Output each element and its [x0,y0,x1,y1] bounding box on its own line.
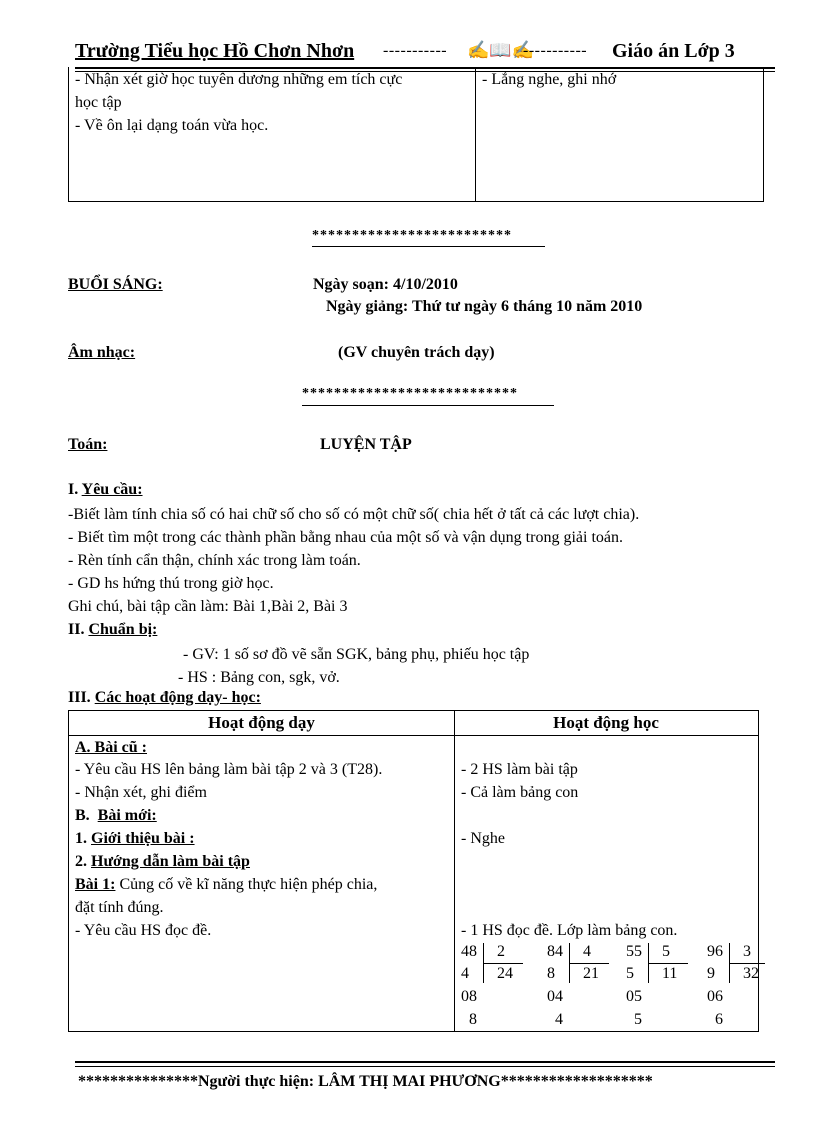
column-divider [454,711,455,1031]
subtrahend: 9 [707,965,715,982]
separator-rule [312,246,545,247]
dividend: 55 [626,943,642,960]
footer-rule-thin [75,1066,775,1067]
dividend: 84 [547,943,563,960]
table-line: - Cả làm bảng con [461,784,579,801]
remainder-final: 4 [555,1011,563,1028]
teacher-column [69,67,476,201]
list-item: -Biết làm tính chia số có hai chữ số cho số có một chữ số( chia hết ở tất cả các lượt chia). [68,506,640,523]
table-line: - Nhận xét, ghi điểm [75,784,207,801]
separator-rule [302,405,554,406]
school-name: Trường Tiểu học Hồ Chơn Nhơn [75,40,355,62]
page-header [75,40,755,68]
division-rule [483,963,523,964]
student-column [476,67,763,201]
table-line: - Về ôn lại dạng toán vừa học. [75,117,269,134]
section-1-heading: I. Yêu cầu: [68,481,143,498]
math-label: Toán: [68,436,108,453]
session-label: BUỔI SÁNG: [68,276,163,293]
book-pen-icon: ✍📖✍ [467,40,535,60]
division-rule [569,963,609,964]
previous-lesson-table [68,67,764,202]
remainder-final: 8 [469,1011,477,1028]
divisor: 3 [743,943,751,960]
division-rule [648,963,688,964]
table-line: - Yêu cầu HS đọc đề. [75,922,212,939]
quotient: 24 [497,965,513,982]
activities-table [68,710,759,1032]
footer-rule [75,1061,775,1063]
quotient: 32 [743,965,759,982]
date-prepared: Ngày soạn: 4/10/2010 [313,276,458,293]
remainder-final: 6 [715,1011,723,1028]
list-item: - Rèn tính cẩn thận, chính xác trong làm toán. [68,552,361,569]
header-learning: Hoạt động học [454,711,758,736]
header-dashes-left: ----------- [383,42,448,59]
divisor: 4 [583,943,591,960]
divisor: 5 [662,943,670,960]
remainder-step: 06 [707,988,723,1005]
remainder-step: 05 [626,988,642,1005]
table-line: - Lắng nghe, ghi nhớ [482,71,617,88]
dividend: 96 [707,943,723,960]
quotient: 11 [662,965,678,982]
header-teaching: Hoạt động dạy [69,711,454,736]
list-item: - Biết tìm một trong các thành phần bằng nhau của một số và vận dụng trong giải toán. [68,529,623,546]
division-rule [729,963,765,964]
preparation-gv: - GV: 1 số sơ đồ vẽ sẵn SGK, bảng phụ, phiếu học tập [183,646,530,663]
lesson-title: LUYỆN TẬP [320,436,412,453]
remainder-step: 04 [547,988,563,1005]
subtrahend: 8 [547,965,555,982]
table-line: đặt tính đúng. [75,899,164,916]
quotient: 21 [583,965,599,982]
table-line: - 1 HS đọc đề. Lớp làm bảng con. [461,922,678,939]
requirements-list [68,503,639,618]
list-item: - GD hs hứng thú trong giờ học. [68,575,274,592]
footer-author: ***************Người thực hiện: LÂM THỊ MAI PHƯƠNG******************* [78,1073,653,1090]
star-separator: ************************* [312,228,512,243]
exercise-1-line: Bài 1: Củng cố về kĩ năng thực hiện phép chia, [75,876,378,893]
music-note: (GV chuyên trách dạy) [338,344,495,361]
remainder-step: 08 [461,988,477,1005]
remainder-final: 5 [634,1011,642,1028]
table-line: - Yêu cầu HS lên bảng làm bài tập 2 và 3 (T28). [75,761,383,778]
section-3-heading: III. Các hoạt động dạy- học: [68,689,261,706]
subtrahend: 4 [461,965,469,982]
subtrahend: 5 [626,965,634,982]
item-2-title: 2. Hướng dẫn làm bài tập [75,853,250,870]
divisor: 2 [497,943,505,960]
section-b-title: B. Bài mới: [75,807,157,824]
table-line: - Nhận xét giờ học tuyên dương những em tích cực [75,71,403,88]
table-line: học tập [75,94,122,111]
list-item: Ghi chú, bài tập cần làm: Bài 1,Bài 2, Bài 3 [68,598,348,615]
item-1-title: 1. Giới thiệu bài : [75,830,195,847]
section-a-title: A. Bài cũ : [75,739,147,756]
section-2-heading: II. Chuẩn bị: [68,621,158,638]
music-label: Âm nhạc: [68,344,136,361]
grade-label: Giáo án Lớp 3 [612,40,735,62]
date-taught: Ngày giảng: Thứ tư ngày 6 tháng 10 năm 2010 [326,298,643,315]
header-dashes-right: ----------- [523,42,588,59]
table-line: - Nghe [461,830,505,847]
dividend: 48 [461,943,477,960]
preparation-hs: - HS : Bảng con, sgk, vở. [178,669,340,686]
star-separator: *************************** [302,386,518,401]
table-line: - 2 HS làm bài tập [461,761,578,778]
